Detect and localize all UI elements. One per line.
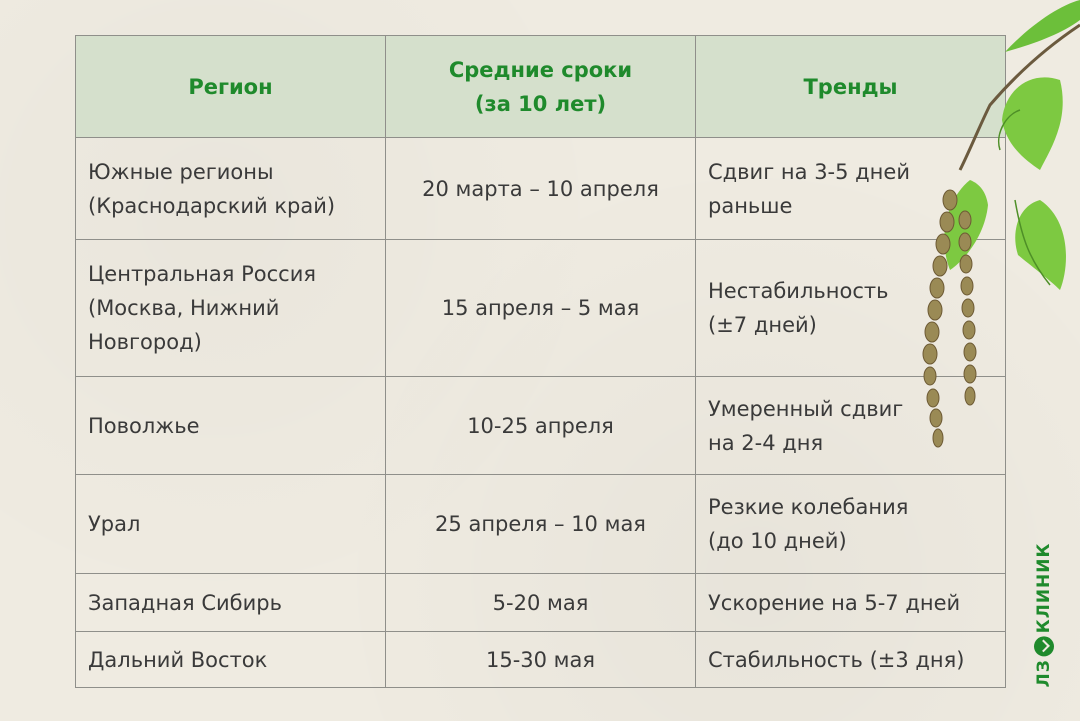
- cell-dates: 5-20 мая: [386, 574, 696, 632]
- cell-trend: [696, 574, 1006, 632]
- heart-leaf-icon: [1034, 636, 1054, 656]
- cell-trend: [696, 632, 1006, 688]
- cell-region: [76, 377, 386, 475]
- cell-region: [76, 138, 386, 240]
- cell-dates: 15 апреля – 5 мая: [386, 240, 696, 377]
- cell-trend: [696, 377, 1006, 475]
- table-row: [76, 377, 1006, 475]
- header-region: Регион: [76, 36, 386, 138]
- table-row: [76, 138, 1006, 240]
- header-dates: [386, 36, 696, 138]
- cell-dates: 15-30 мая: [386, 632, 696, 688]
- region-text: Дальний Восток: [88, 647, 268, 672]
- header-trends: Тренды: [696, 36, 1006, 138]
- trend-text: Сдвиг на 3-5 дней раньше: [708, 159, 910, 218]
- brand-logo-text: [1034, 543, 1054, 688]
- trend-text: Стабильность (±3 дня): [708, 647, 965, 672]
- region-text: Урал: [88, 512, 141, 536]
- cell-trend: [696, 138, 1006, 240]
- region-text: Западная Сибирь: [88, 590, 282, 615]
- cell-trend: [696, 475, 1006, 574]
- cell-trend: [696, 240, 1006, 377]
- trend-text: Ускорение на 5-7 дней: [708, 590, 961, 615]
- header-dates-text: Средние сроки (за 10 лет): [448, 57, 633, 116]
- table-row: [76, 574, 1006, 632]
- cell-dates: 20 марта – 10 апреля: [386, 138, 696, 240]
- cell-region: [76, 475, 386, 574]
- table-row: [76, 240, 1006, 377]
- cell-region: [76, 632, 386, 688]
- logo-left-text: ЛЗ: [1034, 659, 1054, 688]
- trend-text: Резкие колебания (до 10 дней): [708, 495, 909, 553]
- cell-dates: 25 апреля – 10 мая: [386, 475, 696, 574]
- trend-text: Нестабильность (±7 дней): [708, 279, 889, 337]
- cell-region: [76, 574, 386, 632]
- brand-logo: [1024, 540, 1064, 690]
- table-row: [76, 632, 1006, 688]
- flowering-table: [75, 35, 1006, 688]
- cell-region: [76, 240, 386, 377]
- region-text: Поволжье: [88, 413, 200, 438]
- region-text: Центральная Россия (Москва, Нижний Новгород): [88, 262, 316, 354]
- logo-right-text: КЛИНИК: [1034, 542, 1054, 634]
- cell-dates: 10-25 апреля: [386, 377, 696, 475]
- trend-text: Умеренный сдвиг на 2-4 дня: [708, 396, 904, 455]
- table-row: [76, 475, 1006, 574]
- table-header-row: [76, 36, 1006, 138]
- region-text: Южные регионы (Краснодарский край): [88, 159, 336, 218]
